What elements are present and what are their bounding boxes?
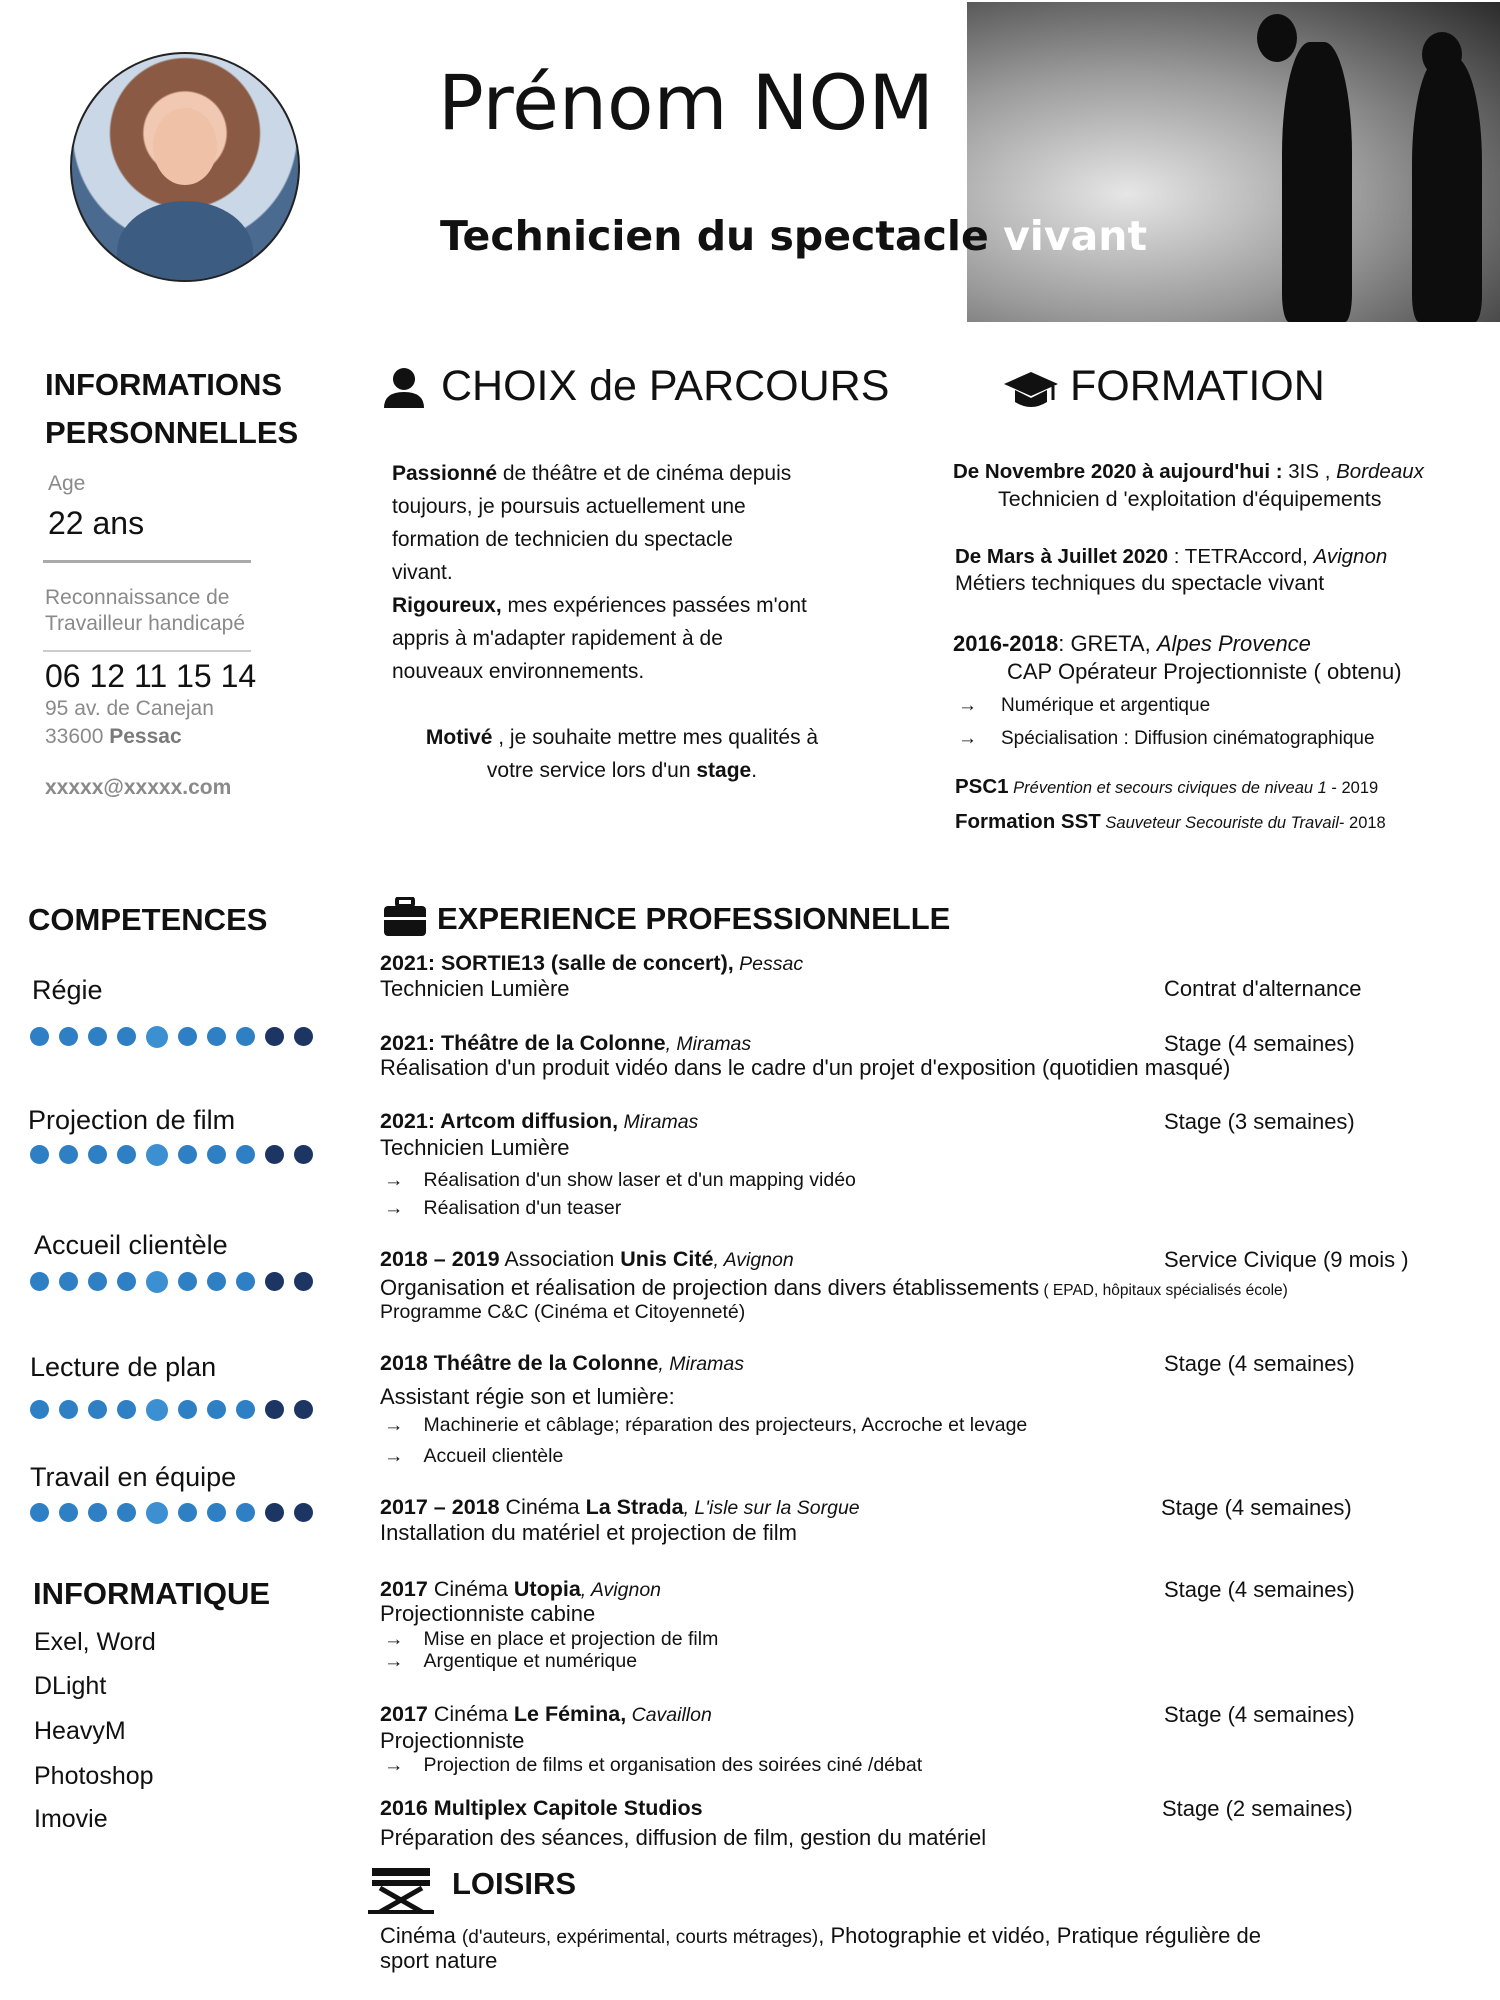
rating-dot-filled: [207, 1503, 226, 1522]
exp-8-role: Projectionniste: [380, 1728, 525, 1753]
it-skill: Exel, Word: [34, 1628, 156, 1656]
exp-4-program: Programme C&C (Cinéma et Citoyenneté): [380, 1301, 746, 1323]
skill-rating: [30, 1272, 313, 1293]
user-icon: [382, 366, 426, 410]
exp-8-heading: 2017 Cinéma Le Fémina, Cavaillon: [380, 1702, 712, 1726]
rating-dot-filled: [117, 1503, 136, 1522]
rating-dot-filled: [30, 1503, 49, 1522]
director-chair-icon: [366, 1866, 436, 1914]
exp-2-type: Stage (4 semaines): [1164, 1031, 1355, 1056]
divider: [43, 650, 251, 652]
exp-2-desc: Réalisation d'un produit vidéo dans le cadre d'un projet d'exposition (quotidien masqué): [380, 1055, 1231, 1080]
exp-6-heading: 2017 – 2018 Cinéma La Strada, L'isle sur la Sorgue: [380, 1495, 860, 1519]
rating-dot-filled: [117, 1027, 136, 1046]
rating-dot-filled: [30, 1027, 49, 1046]
exp-7-heading: 2017 Cinéma Utopia, Avignon: [380, 1577, 662, 1601]
loisirs-title: LOISIRS: [452, 1866, 577, 1901]
exp-3-bullet: → Réalisation d'un show laser et d'un mapping vidéo: [384, 1169, 856, 1191]
rating-dot-empty: [294, 1145, 313, 1164]
skill-rating: [30, 1400, 313, 1421]
rating-dot-filled: [30, 1272, 49, 1291]
rating-dot-filled: [88, 1145, 107, 1164]
rating-dot-filled: [236, 1400, 255, 1419]
formation-bullet: → Spécialisation : Diffusion cinématographique: [958, 728, 1375, 749]
psc1-cert: PSC1 Prévention et secours civiques de niveau 1 - 2019: [955, 775, 1379, 798]
rating-dot-filled: [88, 1400, 107, 1419]
rating-dot-filled: [207, 1400, 226, 1419]
rating-dot-empty: [294, 1400, 313, 1419]
exp-3-role: Technicien Lumière: [380, 1135, 570, 1160]
rating-dot-filled: [178, 1145, 197, 1164]
rating-dot-filled: [88, 1272, 107, 1291]
rating-dot-filled: [178, 1272, 197, 1291]
exp-4-desc: Organisation et réalisation de projection dans divers établissements ( EPAD, hôpitaux spécialisés école): [380, 1275, 1288, 1300]
rating-dot-empty: [294, 1272, 313, 1291]
rating-dot-empty: [265, 1145, 284, 1164]
skill-rating: [30, 1027, 313, 1048]
skill-rating: [30, 1145, 313, 1166]
formation-degree-2: Métiers techniques du spectacle vivant: [955, 571, 1325, 595]
rating-dot-empty: [265, 1503, 284, 1522]
exp-8-type: Stage (4 semaines): [1164, 1702, 1355, 1727]
exp-6-type: Stage (4 semaines): [1161, 1495, 1352, 1520]
exp-1-role: Technicien Lumière: [380, 976, 570, 1001]
exp-5-heading: 2018 Théâtre de la Colonne, Miramas: [380, 1351, 744, 1375]
skill-label: Accueil clientèle: [34, 1230, 228, 1260]
rating-dot-filled: [236, 1145, 255, 1164]
phone-number: 06 12 11 15 14: [45, 658, 257, 694]
informatique-title: INFORMATIQUE: [33, 1576, 271, 1611]
loisirs-line-2: sport nature: [380, 1948, 498, 1973]
rating-dot-filled: [117, 1272, 136, 1291]
it-skill: Photoshop: [34, 1762, 154, 1790]
formation-bullet: → Numérique et argentique: [958, 695, 1211, 716]
rating-dot-filled: [59, 1503, 78, 1522]
rating-dot-filled: [207, 1272, 226, 1291]
job-title: Technicien du spectacle vivant: [440, 212, 1148, 260]
exp-4-type: Service Civique (9 mois ): [1164, 1247, 1409, 1272]
rating-dot-filled: [178, 1027, 197, 1046]
briefcase-icon: [383, 897, 427, 937]
exp-3-heading: 2021: Artcom diffusion, Miramas: [380, 1109, 699, 1133]
rating-dot-filled: [207, 1145, 226, 1164]
rating-dot-filled: [59, 1400, 78, 1419]
exp-3-bullet: → Réalisation d'un teaser: [384, 1197, 622, 1219]
rating-dot-filled: [146, 1144, 168, 1166]
rating-dot-filled: [59, 1145, 78, 1164]
rqth-note: Reconnaissance de Travailleur handicapé: [45, 586, 246, 635]
exp-1-heading: 2021: SORTIE13 (salle de concert), Pessac: [380, 951, 804, 975]
parcours-text: Passionné de théâtre et de cinéma depuis toujours, je poursuis actuellement une formation de technicien du spectacle vivant. Rigoureux, mes expériences passées m'ont appris à m'adapter rapidement à de nouveaux environnements. Motivé , je souhaite mettre mes qualités à votre service lors d'un stage.: [392, 462, 819, 782]
rating-dot-filled: [146, 1502, 168, 1524]
divider: [43, 560, 251, 563]
personal-info-heading: INFORMATIONS PERSONNELLES: [45, 367, 299, 450]
profile-photo: [70, 52, 300, 282]
sst-cert: Formation SST Sauveteur Secouriste du Travail- 2018: [955, 810, 1386, 833]
age-label: Age: [48, 472, 86, 495]
rating-dot-filled: [88, 1503, 107, 1522]
formation-title: FORMATION: [1070, 362, 1325, 410]
rating-dot-empty: [265, 1400, 284, 1419]
skill-label: Lecture de plan: [30, 1352, 217, 1382]
exp-5-role: Assistant régie son et lumière:: [380, 1384, 675, 1409]
rating-dot-filled: [59, 1272, 78, 1291]
exp-5-bullet: → Accueil clientèle: [384, 1445, 564, 1467]
formation-degree-3: CAP Opérateur Projectionniste ( obtenu): [1007, 659, 1402, 684]
rating-dot-filled: [236, 1272, 255, 1291]
formation-item-2: De Mars à Juillet 2020 : TETRAccord, Avignon: [955, 545, 1388, 568]
experience-title: EXPERIENCE PROFESSIONNELLE: [437, 901, 951, 936]
rating-dot-filled: [146, 1399, 168, 1421]
rating-dot-filled: [146, 1026, 168, 1048]
rating-dot-empty: [265, 1272, 284, 1291]
exp-1-type: Contrat d'alternance: [1164, 976, 1362, 1001]
email: xxxxx@xxxxx.com: [45, 776, 232, 799]
rating-dot-filled: [146, 1271, 168, 1293]
formation-item-3: 2016-2018: GRETA, Alpes Provence: [953, 631, 1311, 656]
loisirs-line-1: Cinéma (d'auteurs, expérimental, courts métrages), Photographie et vidéo, Pratique régulière de: [380, 1923, 1262, 1948]
exp-5-type: Stage (4 semaines): [1164, 1351, 1355, 1376]
exp-5-bullet: → Machinerie et câblage; réparation des projecteurs, Accroche et levage: [384, 1414, 1028, 1436]
rating-dot-filled: [88, 1027, 107, 1046]
formation-degree-1: Technicien d 'exploitation d'équipements: [998, 487, 1382, 511]
rating-dot-filled: [30, 1400, 49, 1419]
rating-dot-filled: [30, 1145, 49, 1164]
rating-dot-filled: [117, 1145, 136, 1164]
rating-dot-filled: [178, 1503, 197, 1522]
rating-dot-filled: [236, 1503, 255, 1522]
graduation-cap-icon: [1003, 370, 1059, 410]
it-skill: Imovie: [34, 1805, 108, 1833]
competences-title: COMPETENCES: [28, 902, 268, 937]
rating-dot-filled: [59, 1027, 78, 1046]
exp-7-bullet: → Mise en place et projection de film: [384, 1628, 719, 1650]
rating-dot-empty: [294, 1027, 313, 1046]
rating-dot-filled: [117, 1400, 136, 1419]
parcours-title: CHOIX de PARCOURS: [441, 362, 890, 410]
exp-2-heading: 2021: Théâtre de la Colonne, Miramas: [380, 1031, 752, 1055]
skill-rating: [30, 1503, 313, 1524]
exp-6-desc: Installation du matériel et projection de film: [380, 1520, 797, 1545]
address: 95 av. de Canejan 33600 Pessac: [45, 697, 214, 748]
exp-9-heading: 2016 Multiplex Capitole Studios: [380, 1796, 703, 1820]
exp-9-type: Stage (2 semaines): [1162, 1796, 1353, 1821]
exp-9-desc: Préparation des séances, diffusion de film, gestion du matériel: [380, 1825, 987, 1850]
exp-7-type: Stage (4 semaines): [1164, 1577, 1355, 1602]
exp-3-type: Stage (3 semaines): [1164, 1109, 1355, 1134]
rating-dot-filled: [178, 1400, 197, 1419]
rating-dot-filled: [236, 1027, 255, 1046]
exp-7-bullet: → Argentique et numérique: [384, 1650, 638, 1672]
rating-dot-empty: [294, 1503, 313, 1522]
skill-label: Travail en équipe: [30, 1462, 237, 1492]
exp-7-role: Projectionniste cabine: [380, 1601, 596, 1626]
it-skill: HeavyM: [34, 1717, 126, 1745]
it-skill: DLight: [34, 1672, 107, 1700]
person-name: Prénom NOM: [438, 58, 934, 147]
exp-8-bullet: → Projection de films et organisation des soirées ciné /débat: [384, 1754, 923, 1776]
header-stage-photo: [967, 2, 1500, 322]
rating-dot-empty: [265, 1027, 284, 1046]
skill-label: Projection de film: [28, 1105, 236, 1135]
age-value: 22 ans: [48, 505, 145, 541]
rating-dot-filled: [207, 1027, 226, 1046]
skill-label: Régie: [32, 975, 103, 1005]
exp-4-heading: 2018 – 2019 Association Unis Cité, Avignon: [380, 1247, 794, 1271]
formation-item-1: De Novembre 2020 à aujourd'hui : 3IS , Bordeaux: [953, 460, 1424, 483]
